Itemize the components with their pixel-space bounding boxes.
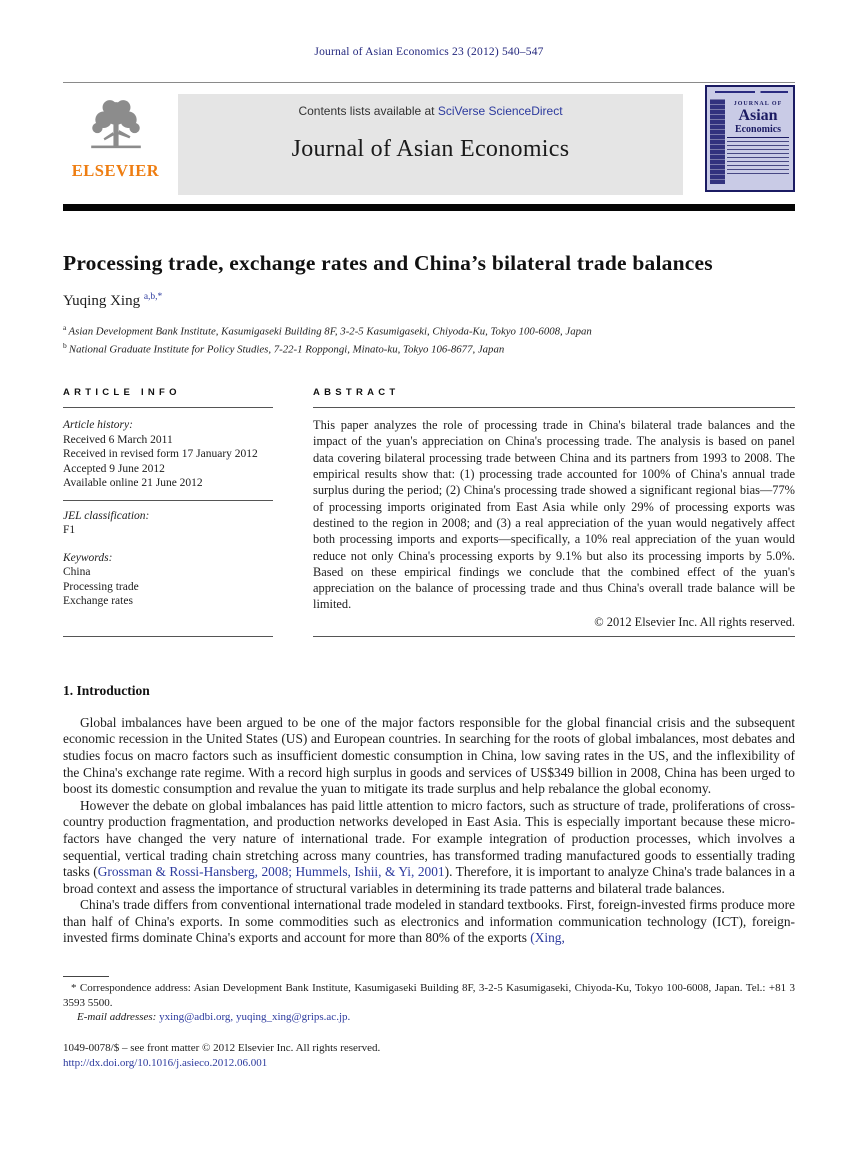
journal-header (63, 85, 795, 195)
header-divider (63, 82, 795, 83)
header-black-bar (63, 204, 795, 211)
journal-title: Journal of Asian Economics (291, 136, 570, 162)
email-link-1[interactable]: yxing@adbi.org, (159, 1011, 234, 1024)
intro-paragraph-1: Global imbalances have been argued to be one of the major factors responsible for the global financial crisis and the subsequent economic recession in the United States (US) and European countries. In searching for the roots of global imbalances, most debates and studies focus on macro factors such as insufficient domestic consumption in China, low saving rates in the US, and the inflexibility of the China's exchange rate regime. With a record high surplus in goods and services of US$349 billion in 2008, China has been urged to boost its domestic consumption and revalue the yuan to mitigate its trade surplus and help rebalance the global economy. (63, 714, 795, 797)
cover-toc-lines (727, 141, 789, 175)
jel-value: F1 (63, 524, 76, 537)
paragraph-text: ). Therefore, it is important to analyze China's trade balances in a broad context and assess the importance of structural variables in determining its trade patterns and bilateral trade balances. (63, 864, 796, 896)
correspondence-note: * Correspondence address: Asian Development Bank Institute, Kasumigaseki Building 8F, 3-2-5 Kasumigaseki, Chiyoda-Ku, Tokyo 100-6008, Japan. Tel.: +81 3 3593 5500. (63, 982, 795, 1009)
citation-link[interactable]: Grossman & Rossi-Hansberg, 2008; Hummels, Ishii, & Yi, 2001 (97, 864, 445, 880)
author-affiliation-marks[interactable]: a,b,* (143, 292, 163, 302)
cover-sidebar (710, 99, 725, 184)
affiliation-a-text: Asian Development Bank Institute, Kasumigaseki Building 8F, 3-2-5 Kasumigaseki, Chiyoda-Ku, Tokyo 100-6008, Japan (68, 325, 592, 338)
elsevier-wordmark: ELSEVIER (71, 161, 160, 180)
issn-copyright-line: 1049-0078/$ – see front matter © 2012 Elsevier Inc. All rights reserved. (63, 1041, 381, 1054)
contents-prefix: Contents lists available at (298, 104, 438, 118)
author-line (63, 293, 795, 310)
info-divider (63, 500, 273, 501)
journal-cover-thumbnail[interactable] (705, 85, 795, 192)
abstract-copyright: © 2012 Elsevier Inc. All rights reserved. (594, 614, 795, 629)
history-item: Received in revised form 17 January 2012 (63, 448, 258, 461)
sciverse-link[interactable]: SciVerse ScienceDirect (437, 104, 563, 118)
affiliation-b-mark: b (63, 340, 67, 350)
cover-title-economics: Economics (727, 124, 789, 138)
history-item: Received 6 March 2011 (63, 433, 173, 446)
citation-link[interactable]: (Xing, (530, 930, 565, 946)
journal-citation: Journal of Asian Economics 23 (2012) 540–547 (314, 46, 544, 58)
jel-label: JEL classification: (63, 509, 150, 522)
info-abstract-block (63, 387, 795, 637)
cover-title-block (727, 101, 789, 175)
cover-kicker: JOURNAL OF (733, 101, 783, 107)
intro-paragraph-3 (63, 897, 795, 947)
history-label: Article history: (63, 419, 133, 432)
spacer (63, 538, 273, 551)
history-item: Available online 21 June 2012 (63, 477, 203, 490)
email-label: E-mail addresses: (77, 1011, 157, 1024)
affiliation-a (63, 321, 795, 339)
affiliation-b (63, 339, 795, 357)
doi-link[interactable]: http://dx.doi.org/10.1016/j.asieco.2012.06.001 (63, 1056, 268, 1069)
paragraph-text: China's trade differs from conventional international trade modeled in standard textbooks. First, foreign-invested firms produce more than half of China's exports. In some commodities such as electronics and information communication technology (ICT), foreign-invested firms dominate China's exports and account for more than 80% of the exports (63, 897, 795, 946)
journal-banner (178, 94, 683, 195)
article-info-heading: ARTICLE INFO (63, 387, 273, 408)
article-info-column (63, 387, 273, 637)
footnote-divider (63, 976, 109, 977)
contents-line (178, 104, 683, 118)
article-title: Processing trade, exchange rates and China’s bilateral trade balances (63, 251, 713, 275)
keyword-item: Processing trade (63, 580, 139, 593)
footnote-block (63, 981, 795, 1025)
cover-top-text (715, 91, 788, 93)
history-item: Accepted 9 June 2012 (63, 462, 165, 475)
affiliation-b-text: National Graduate Institute for Policy Studies, 7-22-1 Roppongi, Minato-ku, Tokyo 106-8677, Japan (68, 343, 505, 356)
affiliations (63, 321, 795, 356)
section-heading-introduction: 1. Introduction (63, 682, 150, 698)
author-name: Yuqing Xing (63, 293, 141, 309)
doi-line (63, 1057, 795, 1069)
email-line (63, 1010, 795, 1025)
abstract-text: This paper analyzes the role of processing trade in China's bilateral trade balances and the impact of the yuan's appreciation on China's processing trade. The analysis is based on panel data covering bilateral processing trade between China and its partners from 1993 to 2008. The empirical results show that: (1) processing trade accounted for 100% of China's annual trade surplus during the period; (2) China's processing trade showed a significant regional bias—77% of processing imports originated from East Asia while only 29% of processing exports was destined to the region in 2008; and (3) a real appreciation of the yuan would negatively affect both processing imports and exports—specifically, a 10% real appreciation of the yuan would reduce not only China's processing exports by 9.1% but also its processing imports by 5.0%. Based on these empirical findings we conclude that the combined effect of the yuan's appreciation on the balance of processing trade and thus China's overall trade balance will be limited. (313, 418, 795, 612)
keyword-item: Exchange rates (63, 595, 133, 608)
paragraph-text: However the debate on global imbalances has paid little attention to micro factors, such as structure of trade, proliferations of cross-country production fragmentation, and production networks developed in East Asia. This is especially important because these micro-factors have changed the very nature of international trade. For example integration of production processes, which involves a sequential, vertical trading chain stretching across many countries, has transformed trading manufactured goods to essentially trading tasks ( (63, 797, 795, 880)
abstract-column (313, 387, 795, 637)
affiliation-a-mark: a (63, 323, 67, 332)
email-link-2[interactable]: yuqing_xing@grips.ac.jp. (235, 1011, 351, 1024)
intro-paragraph-2 (63, 798, 795, 898)
elsevier-tree-icon (85, 97, 147, 159)
keyword-item: China (63, 566, 91, 579)
cover-title-asian: Asian (738, 107, 778, 124)
keywords-label: Keywords: (63, 551, 113, 564)
abstract-heading: ABSTRACT (313, 387, 795, 408)
elsevier-logo[interactable] (63, 85, 178, 181)
